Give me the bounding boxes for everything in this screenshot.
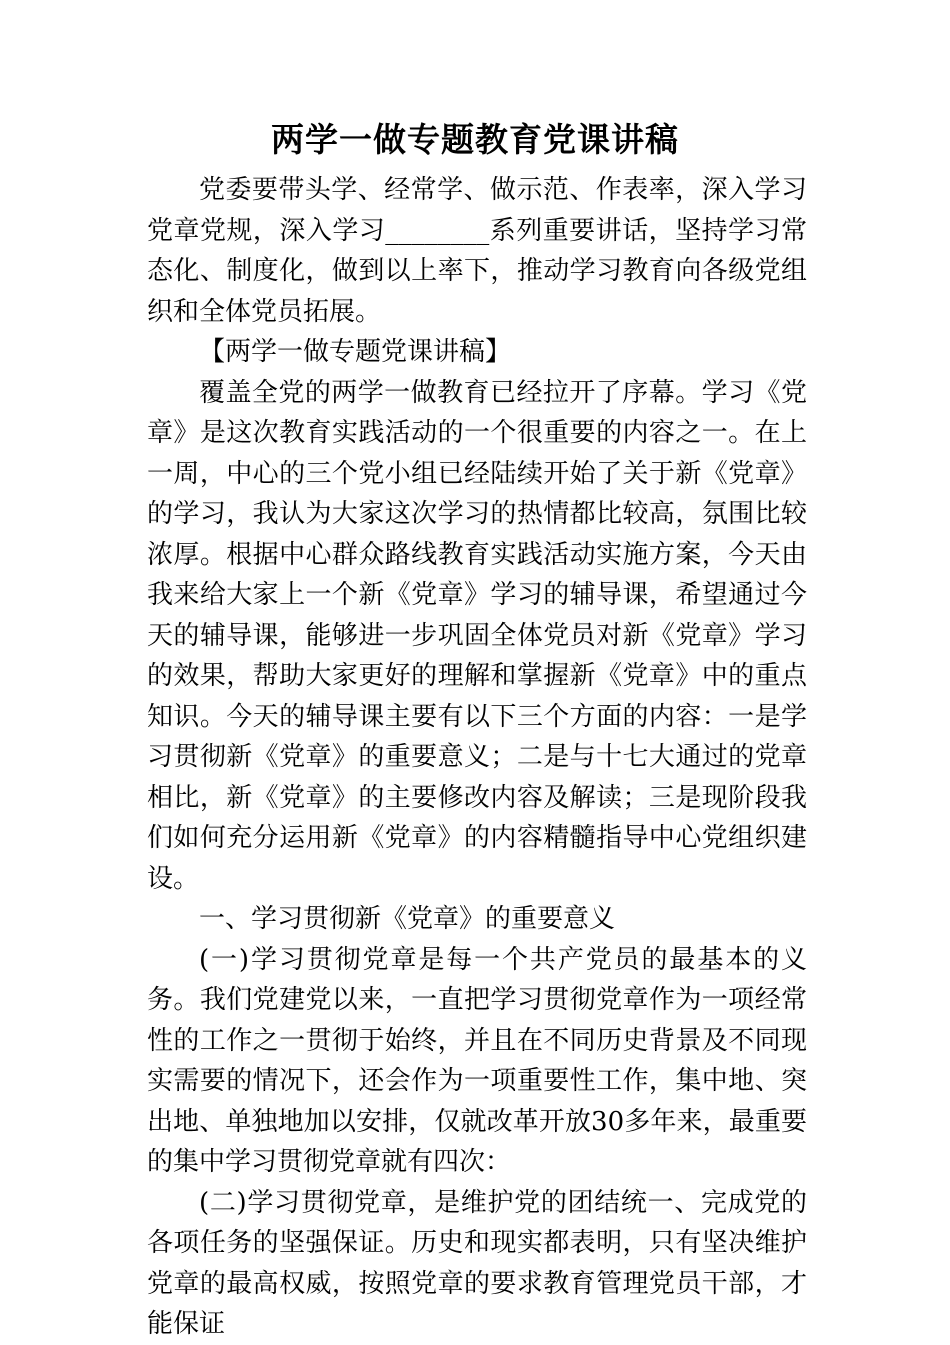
document-body: [147, 170, 807, 1345]
paragraph-heading-one: 一、学习贯彻新《党章》的重要意义: [199, 904, 616, 934]
paragraph-opening: 覆盖全党的两学一做教育已经拉开了序幕。学习《党章》是这次教育实践活动的一个很重要的内容之一。在上一周，中心的三个党小组已经陆续开始了关于新《党章》的学习，我认为大家这次学习的热情都比较高，氛围比较浓厚。根据中心群众路线教育实践活动实施方案，今天由我来给大家上一个新《党章》学习的辅导课，希望通过今天的辅导课，能够进一步巩固全体党员对新《党章》学习的效果，帮助大家更好的理解和掌握新《党章》中的重点知识。今天的辅导课主要有以下三个方面的内容：一是学习贯彻新《党章》的重要意义；二是与十七大通过的党章相比，新《党章》的主要修改内容及解读；三是现阶段我们如何充分运用新《党章》的内容精髓指导中心党组织建设。: [147, 377, 807, 894]
paragraph-point-one: (一)学习贯彻党章是每一个共产党员的最基本的义务。我们党建党以来，一直把学习贯彻党章作为一项经常性的工作之一贯彻于始终，并且在不同历史背景及不同现实需要的情况下，还会作为一项重要性工作，集中地、突出地、单独地加以安排，仅就改革开放30多年来，最重要的集中学习贯彻党章就有四次：: [147, 944, 807, 1177]
paragraph-point-two: (二)学习贯彻党章，是维护党的团结统一、完成党的各项任务的坚强保证。历史和现实都表明，只有坚决维护党章的最高权威，按照党章的要求教育管理党员干部，才能保证: [147, 1187, 807, 1339]
paragraph-section-heading: 【两学一做专题党课讲稿】: [199, 337, 512, 367]
document-title: 两学一做专题教育党课讲稿: [271, 120, 679, 159]
paragraph-intro: 党委要带头学、经常学、做示范、作表率，深入学习党章党规，深入学习________系列重要讲话，坚持学习常态化、制度化，做到以上率下，推动学习教育向各级党组织和全体党员拓展。: [147, 175, 807, 327]
